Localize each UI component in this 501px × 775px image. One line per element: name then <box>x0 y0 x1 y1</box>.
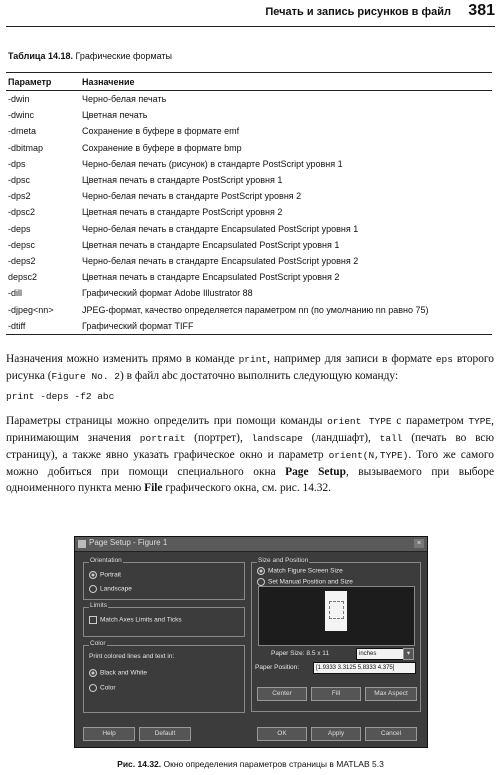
page-preview <box>258 586 415 646</box>
text-run: , принимающим значения <box>6 415 495 444</box>
desc-cell: Графический формат Adobe Illustrator 88 <box>82 288 253 299</box>
figure-caption <box>0 759 501 769</box>
table-header-row <box>6 73 492 91</box>
param-cell: -deps <box>8 223 31 234</box>
figure-placement-outline <box>329 601 344 619</box>
inline-code: portrait <box>139 433 186 444</box>
center-button[interactable]: Center <box>257 687 307 701</box>
inline-code: orient TYPE <box>327 416 392 427</box>
radio-label: Color <box>100 684 116 692</box>
param-cell: -dps2 <box>8 191 31 202</box>
page-setup-dialog <box>74 536 428 748</box>
code-example: print -deps -f2 abc <box>6 391 115 402</box>
checkbox-icon <box>89 616 97 624</box>
table-caption-text: Графические форматы <box>73 51 173 61</box>
table-row <box>6 253 492 269</box>
table-row <box>6 188 492 204</box>
apply-button[interactable]: Apply <box>311 727 361 741</box>
desc-cell: Цветная печать <box>82 110 148 121</box>
max-aspect-button[interactable]: Max Aspect <box>365 687 417 701</box>
text-run: , например для записи в формате <box>267 353 436 365</box>
table-row <box>6 172 492 188</box>
desc-cell: Черно-белая печать в стандарте Encapsulated PostScript уровня 2 <box>82 255 359 266</box>
text-run: (ландшафт), <box>302 432 380 444</box>
units-select[interactable]: inches <box>356 648 404 660</box>
radio-off-icon <box>89 684 97 692</box>
radio-color[interactable] <box>89 684 116 692</box>
inline-code: print <box>238 354 268 365</box>
text-run: второго рисунка ( <box>6 353 494 382</box>
desc-cell: Цветная печать в стандарте PostScript уровня 2 <box>82 207 283 218</box>
desc-cell: Графический формат TIFF <box>80 318 492 335</box>
radio-label: Match Figure Screen Size <box>268 567 343 575</box>
desc-cell: Сохранение в буфере в формате bmp <box>82 142 242 153</box>
radio-label: Portrait <box>100 571 121 579</box>
radio-on-icon <box>89 669 97 677</box>
param-cell: -dtiff <box>6 318 80 335</box>
desc-cell: Черно-белая печать <box>82 94 167 105</box>
text-run: Назначения можно изменить прямо в команде <box>6 353 239 365</box>
desc-cell: Сохранение в буфере в формате emf <box>82 126 240 137</box>
inline-code: TYPE <box>468 416 492 427</box>
param-cell: -dmeta <box>8 126 37 137</box>
dialog-titlebar <box>75 537 427 552</box>
radio-off-icon <box>89 585 97 593</box>
text-run: (печать во всю страницу), а также явно указать графическое окно и параметр <box>6 432 494 461</box>
inline-code: landscape <box>251 433 303 444</box>
color-label: Color <box>90 640 106 647</box>
desc-cell: Цветная печать в стандарте Encapsulated PostScript уровня 2 <box>82 272 340 283</box>
cancel-button[interactable]: Cancel <box>365 727 417 741</box>
param-cell: -deps2 <box>8 255 36 266</box>
bold-term: File <box>144 482 163 494</box>
color-note: Print colored lines and text in: <box>89 653 175 660</box>
table-body <box>6 91 492 335</box>
text-run: графического окна, см. рис. 14.32. <box>162 482 331 494</box>
ok-button[interactable]: OK <box>257 727 307 741</box>
checkbox-label: Match Axes Limits and Ticks <box>100 616 182 624</box>
running-title: Печать и запись рисунков в файл <box>265 6 451 18</box>
param-cell: -dill <box>8 288 23 299</box>
window-menu-icon[interactable] <box>78 540 86 548</box>
param-cell: depsc2 <box>8 272 38 283</box>
radio-black-and-white[interactable] <box>89 669 147 677</box>
param-cell: -depsc <box>8 239 36 250</box>
figure-caption-label: Рис. 14.32. <box>117 759 162 769</box>
param-cell: -dbitmap <box>8 142 44 153</box>
inline-code: eps <box>435 354 453 365</box>
radio-on-icon <box>89 571 97 579</box>
chevron-down-icon[interactable]: ▾ <box>403 648 414 660</box>
radio-on-icon <box>257 567 265 575</box>
orientation-group <box>83 562 245 600</box>
table-row <box>6 123 492 139</box>
desc-cell: JPEG-формат, качество определяется параметром nn (по умолчанию nn равно 75) <box>82 304 429 315</box>
desc-cell: Черно-белая печать в стандарте PostScript уровня 2 <box>82 191 302 202</box>
inline-code: Figure No. 2 <box>51 371 120 382</box>
table-row <box>6 204 492 220</box>
radio-landscape[interactable] <box>89 585 132 593</box>
desc-cell: Черно-белая печать в стандарте Encapsulated PostScript уровня 1 <box>82 223 359 234</box>
radio-manual-position[interactable] <box>257 578 353 586</box>
dialog-title: Page Setup - Figure 1 <box>89 538 168 547</box>
radio-off-icon <box>257 578 265 586</box>
bold-term: Page Setup <box>285 466 346 478</box>
table-row <box>6 285 492 301</box>
radio-match-screen-size[interactable] <box>257 567 343 575</box>
text-run: ) в файл abc достаточно выполнить следующую команду: <box>119 370 399 382</box>
column-header-param: Параметр <box>6 73 80 91</box>
text-run: с параметром <box>391 415 469 427</box>
param-cell: -dps <box>8 158 26 169</box>
radio-portrait[interactable] <box>89 571 121 579</box>
table-row <box>6 91 492 108</box>
table-row <box>6 301 492 317</box>
inline-code: tall <box>379 433 403 444</box>
radio-label: Set Manual Position and Size <box>268 578 353 586</box>
paper-position-label: Paper Position: <box>255 664 300 671</box>
page-number: 381 <box>468 2 495 19</box>
text-run: . Того же самого можно добиться при помощи специального окна <box>6 449 494 478</box>
table-row <box>6 318 492 335</box>
fill-button[interactable]: Fill <box>311 687 361 701</box>
table-row <box>6 140 492 156</box>
size-position-label: Size and Position <box>258 557 309 564</box>
formats-table <box>6 72 492 335</box>
param-cell: -dpsc <box>8 175 31 186</box>
help-button[interactable]: Help <box>83 727 135 741</box>
table-caption-label: Таблица 14.18. <box>8 51 74 61</box>
desc-cell: Цветная печать в стандарте Encapsulated PostScript уровня 1 <box>82 239 340 250</box>
inline-code: orient(N,TYPE) <box>328 450 409 461</box>
table-row <box>6 156 492 172</box>
paper-position-input[interactable]: [1.9333 3.3125 5.8333 4.375] <box>313 662 416 674</box>
limits-label: Limits <box>90 602 107 609</box>
close-icon[interactable]: × <box>414 539 424 548</box>
text-run: Параметры страницы можно определить при помощи команды <box>6 415 328 427</box>
running-header <box>6 0 495 27</box>
param-cell: -djpeg<nn> <box>8 304 54 315</box>
text-run: , вызываемого при выборе одноименного пункта меню <box>6 466 495 494</box>
text-run: (портрет), <box>185 432 252 444</box>
paragraph-2 <box>6 413 494 496</box>
paragraph-1 <box>6 351 494 385</box>
table-row <box>6 221 492 237</box>
desc-cell: Цветная печать в стандарте PostScript уровня 1 <box>82 175 283 186</box>
match-axes-checkbox[interactable] <box>89 616 182 624</box>
paper-size-label: Paper Size: 8.5 x 11 <box>271 650 330 657</box>
table-row <box>6 237 492 253</box>
default-button[interactable]: Default <box>139 727 191 741</box>
param-cell: -dpsc2 <box>8 207 36 218</box>
paper-preview <box>325 591 347 631</box>
desc-cell: Черно-белая печать (рисунок) в стандарте PostScript уровня 1 <box>82 158 343 169</box>
table-caption <box>8 51 172 61</box>
orientation-label: Orientation <box>90 557 122 564</box>
figure-caption-text: Окно определения параметров страницы в MATLAB 5.3 <box>161 759 384 769</box>
param-cell: -dwinc <box>8 110 35 121</box>
column-header-desc: Назначение <box>80 73 492 91</box>
table-row <box>6 269 492 285</box>
param-cell: -dwin <box>8 94 30 105</box>
radio-label: Landscape <box>100 585 132 593</box>
table-row <box>6 107 492 123</box>
radio-label: Black and White <box>100 669 147 677</box>
